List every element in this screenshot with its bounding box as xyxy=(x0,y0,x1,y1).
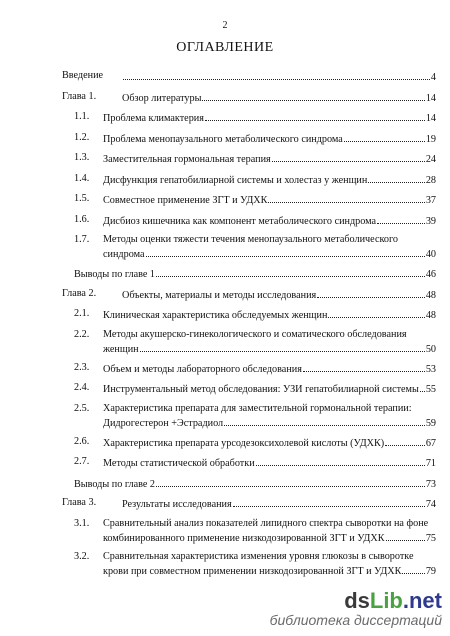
toc-entry-number: 3.1. xyxy=(74,517,90,529)
dot-leader xyxy=(344,132,425,142)
toc-entry-number: 1.3. xyxy=(74,152,90,163)
toc-entry-number: Введение xyxy=(62,70,104,81)
toc-entry-title: Проблема климактерия xyxy=(103,113,204,124)
toc-page-number: 71 xyxy=(425,458,436,469)
dot-leader xyxy=(420,382,425,392)
toc-entry-title-continued: крови при совместном применении низкодозированной ЗГТ и УДХК xyxy=(103,565,402,577)
toc-entry-title: Дисбиоз кишечника как компонент метаболического синдрома xyxy=(103,215,377,227)
toc-page-number: 79 xyxy=(425,565,436,577)
toc-entry-title: Инструментальный метод обследования: УЗИ гепатобилиарной системы xyxy=(103,384,419,395)
dot-leader xyxy=(268,193,424,203)
toc-page-number: 24 xyxy=(425,154,436,165)
toc-page-number: 40 xyxy=(425,249,436,260)
toc-page-number: 74 xyxy=(425,499,436,510)
toc-entry-number: 1.6. xyxy=(74,213,90,225)
toc-page-number: 75 xyxy=(425,532,436,544)
dot-leader xyxy=(368,173,424,183)
toc-entry-number: 2.6. xyxy=(74,435,90,447)
toc-entry xyxy=(62,518,436,551)
toc-entry-title: Методы акушерско-гинекологического и соматического обследования xyxy=(103,328,407,340)
toc-page-number: 4 xyxy=(430,72,436,83)
toc-entry-number: 2.3. xyxy=(74,361,90,373)
dot-leader xyxy=(233,497,425,507)
toc-entry-title: Характеристика препарата для заместительной гормональной терапии: xyxy=(103,402,412,414)
toc-entry-title: Сравнительная характеристика изменения уровня глюкозы в сыворотке xyxy=(103,550,414,562)
toc-entry-title: Методы оценки тяжести течения менопаузального метаболического xyxy=(103,234,399,245)
toc-entry-number: 1.4. xyxy=(74,172,90,184)
toc-entry-title: Объем и методы лабораторного обследования xyxy=(103,363,302,375)
toc-entry xyxy=(62,70,436,91)
toc-entry-number: 2.5. xyxy=(74,402,90,414)
toc-entry-title: Методы статистической обработки xyxy=(103,458,255,469)
toc-entry xyxy=(62,193,436,214)
toc-entry xyxy=(62,152,436,173)
toc-entry xyxy=(62,456,436,477)
toc-entry xyxy=(62,234,436,267)
toc-page-number: 46 xyxy=(425,269,436,280)
toc-entry-number: 2.7. xyxy=(74,456,90,467)
toc-entry-number: Глава 2. xyxy=(62,287,97,299)
toc-entry xyxy=(62,329,436,362)
toc-page-number: 19 xyxy=(425,133,436,145)
toc-page-number: 55 xyxy=(425,384,436,395)
toc-entry-number: 1.1. xyxy=(74,111,90,122)
toc-page-number: 37 xyxy=(425,195,436,206)
toc-entry xyxy=(62,132,436,153)
toc-entry-title: Сравнительный анализ показателей липидного спектра сыворотки на фоне xyxy=(103,517,429,529)
dot-leader xyxy=(146,247,425,257)
toc-page-number: 59 xyxy=(425,417,436,429)
table-of-contents xyxy=(62,70,436,584)
toc-page-number: 73 xyxy=(425,478,436,490)
dot-leader xyxy=(386,531,425,541)
watermark-subtitle: библиотека диссертаций xyxy=(269,612,442,628)
toc-entry xyxy=(62,288,436,309)
toc-entry-title-continued: комбинированного применение низкодозированной ЗГТ и УДХК xyxy=(103,532,385,544)
toc-page-number: 39 xyxy=(425,215,436,227)
toc-page-number: 50 xyxy=(425,343,436,355)
watermark xyxy=(270,590,442,628)
dot-leader xyxy=(156,267,425,277)
dot-leader xyxy=(377,214,425,224)
toc-entry-number: 1.5. xyxy=(74,193,90,204)
toc-page-number: 14 xyxy=(425,113,436,124)
toc-entry-number: 1.2. xyxy=(74,131,90,143)
toc-entry-title: Результаты исследования xyxy=(122,499,232,510)
toc-entry-title: Объекты, материалы и методы исследования xyxy=(122,289,317,301)
toc-page-number: 48 xyxy=(425,289,436,301)
toc-entry-title: Характеристика препарата урсодезоксихолевой кислоты (УДХК) xyxy=(103,437,385,449)
dot-leader xyxy=(156,477,425,487)
toc-entry xyxy=(62,551,436,584)
toc-page-number: 14 xyxy=(425,92,436,104)
dot-leader xyxy=(224,416,425,426)
toc-entry xyxy=(62,214,436,235)
toc-entry-number: 2.1. xyxy=(74,308,90,319)
dot-leader xyxy=(202,91,424,101)
toc-entry xyxy=(62,436,436,457)
toc-page-number: 28 xyxy=(425,174,436,186)
dot-leader xyxy=(140,342,425,352)
toc-entry-title: Клиническая характеристика обследуемых женщин xyxy=(103,310,328,321)
dot-leader xyxy=(317,288,425,298)
toc-entry-title-continued: синдрома xyxy=(103,249,145,260)
dot-leader xyxy=(205,111,425,121)
toc-entry xyxy=(62,308,436,329)
toc-entry-title-continued: женщин xyxy=(103,343,139,355)
watermark-logo: dsLib.net xyxy=(344,588,442,613)
dot-leader xyxy=(123,70,430,80)
toc-entry-title: Обзор литературы xyxy=(122,92,202,104)
toc-entry xyxy=(62,477,436,498)
toc-entry-title: Выводы по главе 1 xyxy=(74,269,156,280)
toc-page-number: 67 xyxy=(425,437,436,449)
toc-entry-title: Выводы по главе 2 xyxy=(74,478,156,490)
toc-page-number: 48 xyxy=(425,310,436,321)
toc-entry-number: 1.7. xyxy=(74,234,90,245)
toc-entry-title: Проблема менопаузального метаболического синдрома xyxy=(103,133,343,145)
toc-entry-title: Совместное применение ЗГТ и УДХК xyxy=(103,195,268,206)
dot-leader xyxy=(272,152,425,162)
toc-entry xyxy=(62,362,436,383)
dot-leader xyxy=(303,362,425,372)
toc-entry xyxy=(62,403,436,436)
toc-entry-number: Глава 3. xyxy=(62,497,97,508)
toc-entry xyxy=(62,173,436,194)
dot-leader xyxy=(385,436,425,446)
dot-leader xyxy=(402,564,424,574)
toc-entry-number: 3.2. xyxy=(74,550,90,562)
page-number: 2 xyxy=(222,20,228,31)
page-title: ОГЛАВЛЕНИЕ xyxy=(176,40,274,55)
toc-entry-title: Заместительная гормональная терапия xyxy=(103,154,271,165)
toc-entry xyxy=(62,497,436,518)
toc-entry-number: 2.4. xyxy=(74,382,90,393)
toc-entry xyxy=(62,91,436,112)
toc-entry-title-continued: Дидрогестерон +Эстрадиол xyxy=(103,417,224,429)
toc-entry-title: Дисфункция гепатобилиарной системы и холестаз у женщин xyxy=(103,174,368,186)
toc-entry xyxy=(62,382,436,403)
dot-leader xyxy=(328,308,424,318)
dot-leader xyxy=(256,456,425,466)
toc-entry-number: 2.2. xyxy=(74,328,90,340)
toc-entry xyxy=(62,267,436,288)
toc-entry xyxy=(62,111,436,132)
toc-page-number: 53 xyxy=(425,363,436,375)
toc-entry-number: Глава 1. xyxy=(62,90,97,102)
